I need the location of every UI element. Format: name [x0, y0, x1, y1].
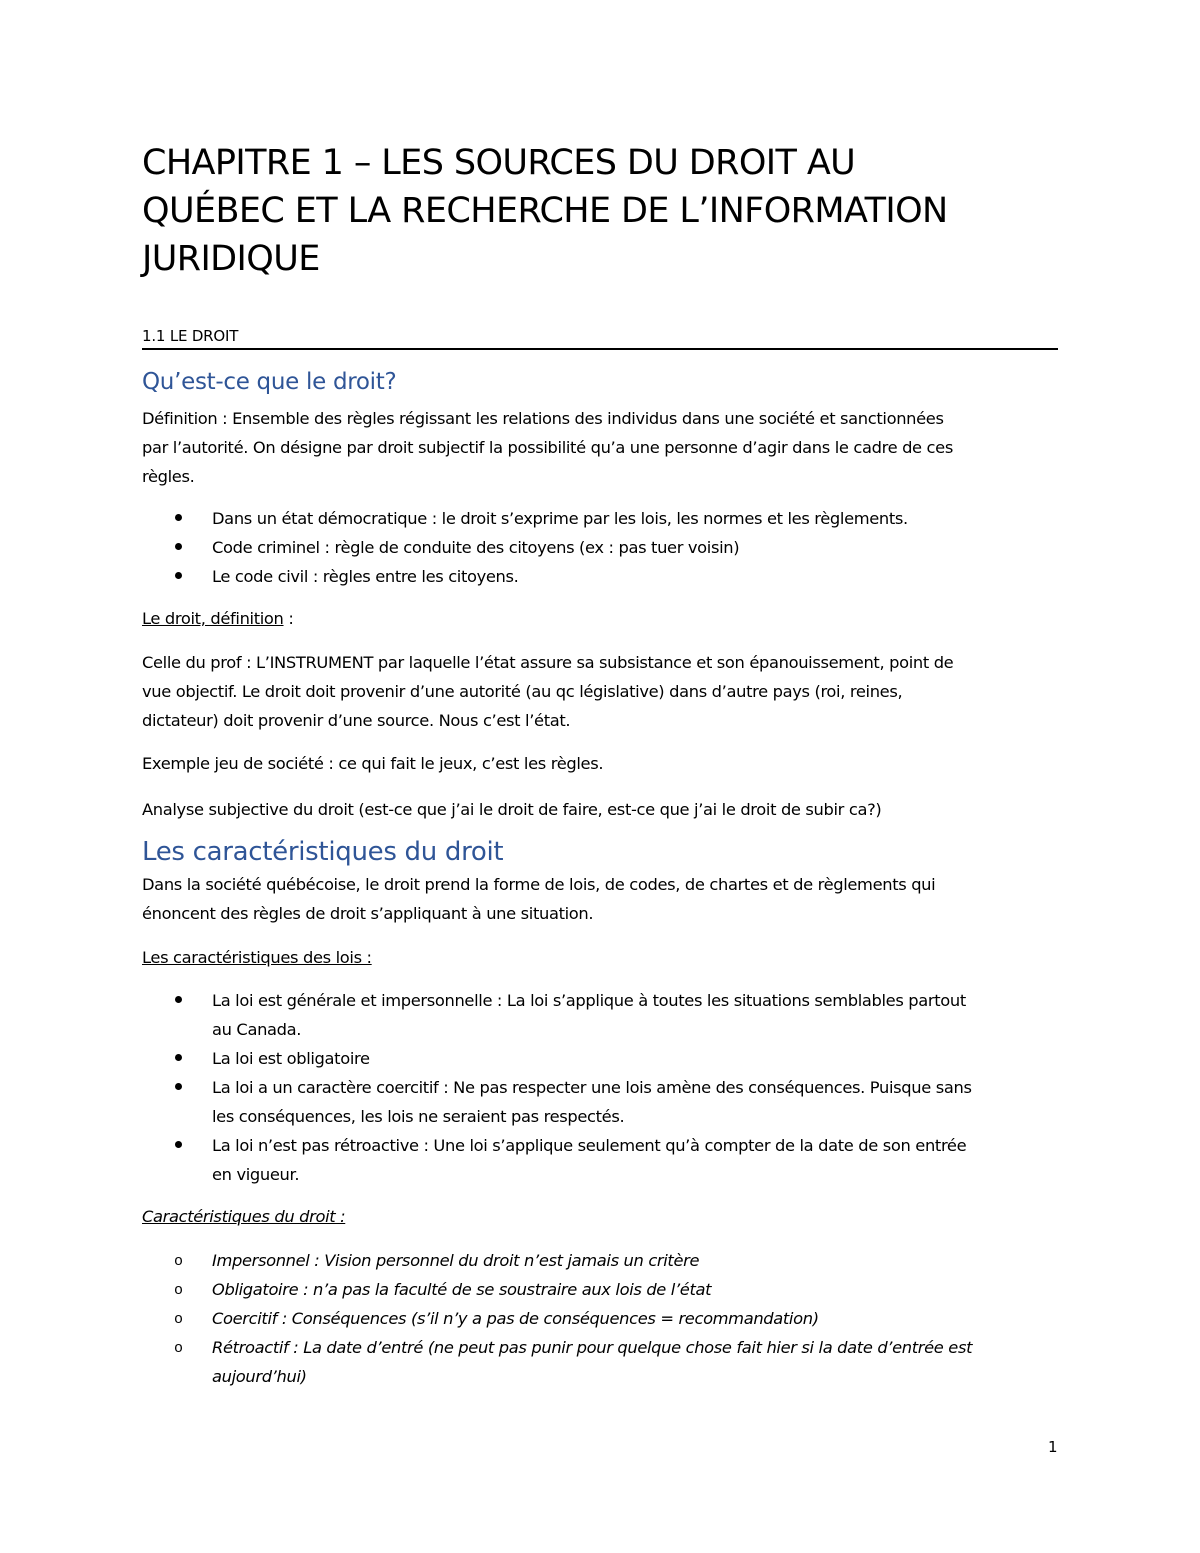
- law-characteristics-label: [142, 1202, 1062, 1231]
- list-item: [142, 562, 1062, 591]
- list-item-text: les conséquences, les lois ne seraient pas respectés.: [212, 1107, 625, 1126]
- bullet-list-laws: [142, 986, 1062, 1189]
- underlined-label: Les caractéristiques des lois :: [142, 948, 372, 967]
- bullet-icon: [175, 543, 182, 550]
- section-label: 1.1 LE DROIT: [142, 327, 239, 345]
- list-item: [142, 986, 1062, 1044]
- list-item-text: Le code civil : règles entre les citoyens.: [212, 567, 519, 586]
- bullet-icon: [175, 1054, 182, 1061]
- text-line: règles.: [142, 467, 195, 486]
- list-item-text: Coercitif : Conséquences (s’il n’y a pas de conséquences = recommandation): [212, 1309, 819, 1328]
- bullet-list-democracy: [142, 504, 1062, 591]
- circle-list-characteristics: [142, 1246, 1062, 1391]
- circle-bullet-icon: o: [174, 1253, 183, 1270]
- analysis-paragraph: [142, 795, 1062, 824]
- definition-paragraph: [142, 404, 1062, 491]
- list-item: [142, 1333, 1062, 1391]
- label-colon: :: [283, 609, 294, 628]
- circle-bullet-icon: o: [174, 1311, 183, 1328]
- text-line: Celle du prof : L’INSTRUMENT par laquelle l’état assure sa subsistance et son épanouissement, point de: [142, 653, 954, 672]
- chapter-title-line: CHAPITRE 1 – LES SOURCES DU DROIT AU: [142, 143, 856, 183]
- prof-definition-paragraph: [142, 648, 1062, 735]
- page-number: 1: [1048, 1438, 1058, 1456]
- intro-paragraph: [142, 870, 1062, 928]
- list-item: [142, 1246, 1062, 1275]
- chapter-title-line: QUÉBEC ET LA RECHERCHE DE L’INFORMATION: [142, 191, 948, 231]
- list-item-text: La loi n’est pas rétroactive : Une loi s’applique seulement qu’à compter de la date de son entrée: [212, 1136, 967, 1155]
- droit-definition-label: [142, 604, 1062, 633]
- circle-bullet-icon: o: [174, 1282, 183, 1299]
- text-line: Analyse subjective du droit (est-ce que j’ai le droit de faire, est-ce que j’ai le droit de subir ca?): [142, 800, 882, 819]
- section-divider: [142, 348, 1058, 350]
- list-item-text: aujourd’hui): [212, 1367, 307, 1386]
- list-item-text: Code criminel : règle de conduite des citoyens (ex : pas tuer voisin): [212, 538, 740, 557]
- underlined-label: Le droit, définition: [142, 609, 284, 628]
- text-line: Exemple jeu de société : ce qui fait le jeux, c’est les règles.: [142, 754, 604, 773]
- bullet-icon: [175, 996, 182, 1003]
- bullet-icon: [175, 1141, 182, 1148]
- list-item-text: en vigueur.: [212, 1165, 300, 1184]
- list-item: [142, 1304, 1062, 1333]
- laws-characteristics-label: [142, 943, 1062, 972]
- list-item-text: Dans un état démocratique : le droit s’exprime par les lois, les normes et les règlements.: [212, 509, 908, 528]
- chapter-title: [142, 139, 1072, 283]
- list-item: [142, 533, 1062, 562]
- list-item-text: Obligatoire : n’a pas la faculté de se soustraire aux lois de l’état: [212, 1280, 712, 1299]
- heading-characteristics: Les caractéristiques du droit: [142, 837, 504, 867]
- list-item-text: au Canada.: [212, 1020, 302, 1039]
- example-paragraph: [142, 749, 1062, 778]
- bullet-icon: [175, 572, 182, 579]
- list-item: [142, 1044, 1062, 1073]
- list-item: [142, 1275, 1062, 1304]
- list-item-text: La loi est générale et impersonnelle : La loi s’applique à toutes les situations semblables partout: [212, 991, 966, 1010]
- text-line: par l’autorité. On désigne par droit subjectif la possibilité qu’a une personne d’agir dans le cadre de ces: [142, 438, 953, 457]
- circle-bullet-icon: o: [174, 1340, 183, 1357]
- heading-what-is-law: Qu’est-ce que le droit?: [142, 369, 397, 395]
- list-item-text: Impersonnel : Vision personnel du droit n’est jamais un critère: [212, 1251, 700, 1270]
- bullet-icon: [175, 1083, 182, 1090]
- list-item: [142, 1073, 1062, 1131]
- underlined-italic-label: Caractéristiques du droit :: [142, 1207, 346, 1226]
- list-item: [142, 504, 1062, 533]
- text-line: vue objectif. Le droit doit provenir d’une autorité (au qc législative) dans d’autre pays (roi, reines,: [142, 682, 903, 701]
- list-item: [142, 1131, 1062, 1189]
- text-line: dictateur) doit provenir d’une source. Nous c’est l’état.: [142, 711, 571, 730]
- list-item-text: La loi a un caractère coercitif : Ne pas respecter une lois amène des conséquences. Puisque sans: [212, 1078, 972, 1097]
- text-line: énoncent des règles de droit s’appliquant à une situation.: [142, 904, 594, 923]
- bullet-icon: [175, 514, 182, 521]
- chapter-title-line: JURIDIQUE: [142, 239, 320, 279]
- text-line: Définition : Ensemble des règles régissant les relations des individus dans une société et sanctionnées: [142, 409, 944, 428]
- list-item-text: Rétroactif : La date d’entré (ne peut pas punir pour quelque chose fait hier si la date d’entrée est: [212, 1338, 973, 1357]
- list-item-text: La loi est obligatoire: [212, 1049, 370, 1068]
- text-line: Dans la société québécoise, le droit prend la forme de lois, de codes, de chartes et de règlements qui: [142, 875, 936, 894]
